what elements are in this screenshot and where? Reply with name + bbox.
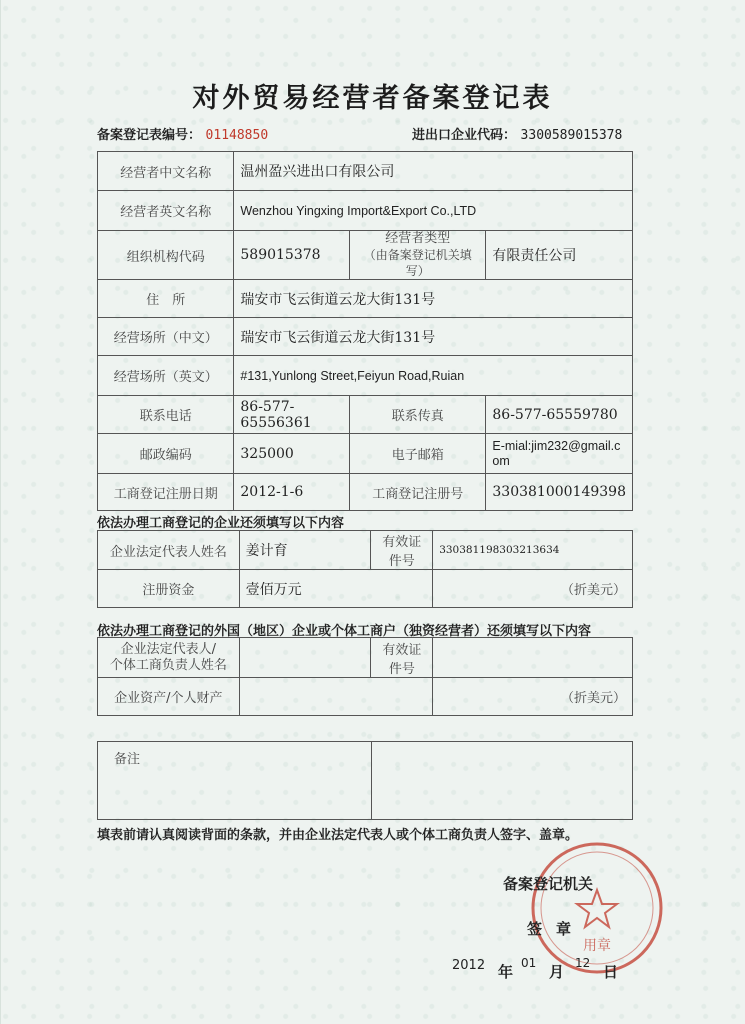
s2-rep-label-line1: 企业法定代表人/ [120, 641, 217, 657]
section1-heading: 依法办理工商登记的企业还须填写以下内容 [97, 516, 345, 531]
section2-table [97, 637, 633, 716]
email-value: E-mial:jim232@gmail.com [486, 434, 633, 474]
address-label: 住 所 [98, 280, 234, 318]
email-label: 电子邮箱 [350, 434, 486, 474]
capital-value: 壹佰万元 [239, 570, 433, 608]
legal-rep-label: 企业法定代表人姓名 [98, 531, 240, 570]
document-title: 对外贸易经营者备案登记表 [192, 83, 553, 114]
premises-cn-label: 经营场所（中文） [98, 318, 234, 356]
postcode-value: 325000 [234, 434, 350, 474]
reg-no-value: 330381000149398 [486, 474, 633, 511]
s2-rep-label-line2: 个体工商负责人姓名 [109, 657, 227, 673]
org-code-label: 组织机构代码 [98, 231, 234, 280]
date-day: 12 [575, 956, 591, 970]
section2-heading: 依法办理工商登记的外国（地区）企业或个体工商户（独资经营者）还须填写以下内容 [97, 624, 592, 639]
premises-en-label: 经营场所（英文） [98, 356, 234, 396]
fax-value: 86-577-65559780 [486, 396, 633, 434]
ie-code-value: 3300589015378 [520, 128, 623, 143]
s1-id-value: 330381198303213634 [433, 531, 633, 570]
ie-code-label: 进出口企业代码： [412, 128, 517, 143]
legal-rep-value: 姜计育 [239, 531, 371, 570]
cn-name-value: 温州盈兴进出口有限公司 [234, 152, 633, 191]
signature-seal-label: 签章 [527, 920, 586, 938]
remarks-table [97, 741, 633, 820]
date-day-unit: 日 [603, 963, 619, 981]
stamp-text: 用章 [583, 938, 611, 954]
reg-no-label: 工商登记注册号 [350, 474, 486, 511]
cn-name-label: 经营者中文名称 [98, 152, 234, 191]
address-value: 瑞安市飞云街道云龙大街131号 [234, 280, 633, 318]
date-month-unit-wrap [549, 961, 564, 982]
org-code-value: 589015378 [234, 231, 350, 280]
operator-type-value: 有限责任公司 [486, 231, 633, 280]
reg-form-no-label: 备案登记表编号： [97, 128, 202, 143]
en-name-value: Wenzhou Yingxing Import&Export Co.,LTD [234, 191, 633, 231]
assets-label: 企业资产/个人财产 [98, 678, 240, 716]
assets-value [239, 678, 433, 716]
date-year: 2012 [452, 958, 486, 973]
operator-type-note: （由备案登记机关填写） [363, 248, 472, 278]
s1-id-label: 有效证件号 [371, 531, 433, 570]
s2-id-label: 有效证件号 [371, 638, 433, 678]
remarks-label: 备注 [98, 742, 372, 820]
date-day-unit-wrap [603, 961, 618, 982]
s2-usd-note: （折美元） [433, 678, 633, 716]
operator-type-label [350, 231, 486, 280]
phone-label: 联系电话 [98, 396, 234, 434]
phone-value: 86-577-65556361 [234, 396, 350, 434]
s2-rep-label [98, 638, 240, 678]
en-name-label: 经营者英文名称 [98, 191, 234, 231]
official-seal-stamp [527, 838, 667, 978]
registration-authority: 备案登记机关 [503, 875, 594, 893]
date-year-unit-wrap [498, 961, 513, 982]
postcode-label: 邮政编码 [98, 434, 234, 474]
reg-form-no-value: 01148850 [205, 128, 269, 143]
reg-date-label: 工商登记注册日期 [98, 474, 234, 511]
ie-enterprise-code [412, 124, 622, 143]
date-month: 01 [521, 956, 537, 970]
premises-en-value: #131,Yunlong Street,Feiyun Road,Ruian [234, 356, 633, 396]
main-info-table [97, 151, 633, 511]
footer-note: 填表前请认真阅读背面的条款，并由企业法定代表人或个体工商负责人签字、盖章。 [97, 828, 579, 843]
operator-type-title: 经营者类型 [385, 231, 451, 246]
capital-label: 注册资金 [98, 570, 240, 608]
s2-rep-value [239, 638, 371, 678]
date-year-unit: 年 [498, 963, 514, 981]
fax-label: 联系传真 [350, 396, 486, 434]
premises-cn-value: 瑞安市飞云街道云龙大街131号 [234, 318, 633, 356]
section1-table [97, 530, 633, 608]
reg-form-number [97, 124, 268, 143]
reg-date-value: 2012-1-6 [234, 474, 350, 511]
date-month-unit: 月 [549, 963, 565, 981]
s1-usd-note: （折美元） [433, 570, 633, 608]
remarks-value [371, 742, 633, 820]
s2-id-value [433, 638, 633, 678]
